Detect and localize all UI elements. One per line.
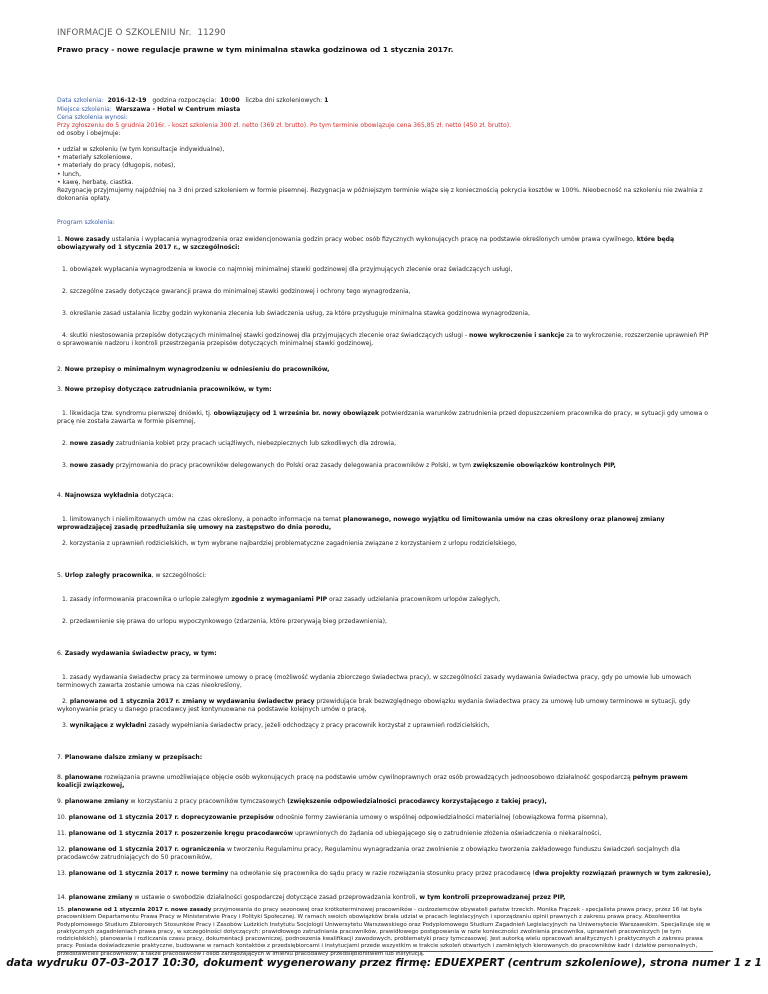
item-emphasis: które będą obowiązywały od 1 stycznia 2017 r., w szczególności: xyxy=(57,236,675,252)
item-emphasis: planowane od 1 stycznia 2017 r. ograniczenia xyxy=(68,846,226,853)
subitem-6-3 xyxy=(57,722,712,730)
item-text: , w szczególności: xyxy=(151,572,207,579)
item-number: 5. xyxy=(57,572,65,579)
item-emphasis: planowane od 1 stycznia 2017 r. doprecyzowanie przepisów xyxy=(68,814,274,821)
includes-item: • udział w szkoleniu (w tym konsultacje indywidualne), xyxy=(57,146,225,153)
item-emphasis: zgodnie z wymaganiami PIP xyxy=(231,596,328,603)
item-emphasis: planowane zmiany xyxy=(68,894,133,901)
training-title: Prawo pracy - nowe regulacje prawne w tym minimalna stawka godzinowa od 1 stycznia 2017r. xyxy=(57,45,454,54)
price-value: Przy zgłoszeniu do 5 grudnia 2016r. - koszt szkolenia 300 zł. netto (369 zł. brutto). Po tym terminie obowiązuje cena 365,85 zł. netto (450 zł. brutto). xyxy=(57,122,512,129)
includes-item: • kawę, herbatę, ciastka. xyxy=(57,178,134,186)
subitem-5-1 xyxy=(57,596,712,604)
subitem-3-1 xyxy=(57,410,712,426)
item-text: zasady wypełniania świadectw pracy, jeżeli odchodzący z pracy pracownik korzystał z uprawnień rodzicielskich, xyxy=(146,722,490,729)
subitem-6-2 xyxy=(57,698,712,714)
cancellation-policy: Rezygnację przyjmujemy najpóźniej na 3 dni przed szkoleniem w formie pisemnej. Rezygnacja w późniejszym terminie wiąże się z koniecznością pokrycia kosztów w 100%. Nieobecność na szkoleniu nie zwalnia z dokonania opłaty. xyxy=(57,187,703,203)
item-number: 8. xyxy=(57,774,65,781)
item-emphasis: nowe zasady xyxy=(69,462,114,469)
program-item-1 xyxy=(57,236,712,252)
item-text: za to wykroczenie, rozszerzenie uprawnień PIP o sprawowanie nadzoru i kontroli przestrzegania przepisów dotyczących minimalnej stawki godzinowej, xyxy=(57,332,709,348)
subitem-1-4 xyxy=(57,332,712,348)
program-item-14 xyxy=(57,894,712,902)
program-item-10 xyxy=(57,814,712,822)
item-emphasis: zwiększenie obowiązków kontrolnych PIP, xyxy=(473,462,616,469)
item-text: oraz zasady udzielania pracownikom urlopów zaległych, xyxy=(327,596,501,603)
subitem-5-2: 2. przedawnienie się prawa do urlopu wypoczynkowego (zdarzenia, które przerywają bieg przedawnienia), xyxy=(62,618,387,625)
item-emphasis: (zwiększenie odpowiedzialności pracodawcy korzystającego z takiej pracy), xyxy=(287,798,547,805)
item-text: dotycząca: xyxy=(138,492,174,499)
item-number: 2. xyxy=(62,698,70,705)
item-text: ustalania i wypłacania wynagrodzenia oraz ewidencjonowania godzin pracy wobec osób fizycznych wykonujących pracę na podstawie określonych umów prawa cywilnego, xyxy=(109,236,637,243)
includes-item: • lunch, xyxy=(57,170,82,178)
program-item-3 xyxy=(57,386,712,394)
date-label: Data szkolenia: xyxy=(57,97,104,104)
includes-item: • materiały do pracy (długopis, notes), xyxy=(57,162,176,170)
item-text: w ustawie o swobodzie działalności gospodarczej dotyczące zasad przeprowadzania kontroli, xyxy=(132,894,420,901)
includes-list xyxy=(57,146,712,204)
start-label: godzina rozpoczęcia: xyxy=(152,97,217,104)
item-emphasis: Nowe przepisy o minimalnym wynagrodzeniu w odniesieniu do pracowników, xyxy=(64,366,330,373)
program-item-12 xyxy=(57,846,712,862)
item-text: 4. skutki niestosowania przepisów dotyczących minimalnej stawki godzinowej dla przyjmujących zlecenie oraz świadczących usługi - xyxy=(62,332,469,339)
program-item-5 xyxy=(57,572,712,580)
print-footer: data wydruku 07-03-2017 10:30, dokument wygenerowany przez firmę: EDUEXPERT (centrum szkoleniowe), strona numer 1 z 1 xyxy=(6,957,762,969)
program-item-8 xyxy=(57,774,712,790)
item-emphasis: dwa projekty rozwiązań prawnych w tym zakresie), xyxy=(534,870,712,877)
item-emphasis: planowane od 1 stycznia 2017 r. nowe terminy xyxy=(68,870,229,877)
item-text: w tworzeniu Regulaminu pracy, Regulaminu wynagradzania oraz zwolnienie z obowiązku tworzenia zakładowego funduszu świadczeń socjalnych dla pracodawców zatrudniających do 50 pracowników, xyxy=(57,846,681,862)
program-label: Program szkolenia: xyxy=(57,219,115,226)
item-text: 1. zasady informowania pracownika o urlopie zaległym xyxy=(62,596,232,603)
subitem-6-1: 1. zasady wydawania świadectw pracy za terminowe umowy o pracę (możliwość wydania zbiorczego świadectwa pracy), w szczególności zasady wydawania świadectwa pracy, gdy po umowie lub umowach terminowych zawarta zostanie umowa na czas nieokreślony, xyxy=(57,674,692,690)
price-label: Cena szkolenia wynosi: xyxy=(57,114,128,121)
subitem-1-3: 3. określanie zasad ustalania liczby godzin wykonania zlecenia lub świadczenia usług, za które przysługuje minimalna stawka godzinowa wynagrodzenia, xyxy=(62,310,530,317)
place-value: Warszawa - Hotel w Centrum miasta xyxy=(115,106,241,113)
item-emphasis: Najnowsza wykładnia xyxy=(64,492,139,499)
program-item-9 xyxy=(57,798,712,806)
subitem-3-2 xyxy=(57,440,712,448)
item-text: odnośnie formy zawierania umowy o wspólnej odpowiedzialności materialnej (obowiązkowa forma pisemna), xyxy=(273,814,608,821)
item-number: 7. xyxy=(57,754,65,761)
header-label: INFORMACJE O SZKOLENIU Nr. xyxy=(57,28,192,38)
item-emphasis: nowe zasady xyxy=(69,440,114,447)
item-text: rozwiązania prawne umożliwiające objęcie osób wykonujących pracę na podstawie umów cywilnoprawnych oraz osób prowadzących jednoosobowo działalność gospodarczą xyxy=(102,774,633,781)
item-emphasis: Urlop zaległy pracownika xyxy=(64,572,152,579)
item-number: 3. xyxy=(57,386,65,393)
item-emphasis: obowiązujący od 1 września br. nowy obowiązek xyxy=(213,410,380,417)
program-item-11 xyxy=(57,830,712,838)
item-text: przyjmowania do pracy pracowników delegowanych do Polski oraz zasady delegowania pracowników z Polski, w tym xyxy=(113,462,474,469)
item-number: 2. xyxy=(62,440,70,447)
item-emphasis: wynikające z wykładni xyxy=(69,722,147,729)
item-number: 2. xyxy=(57,366,65,373)
item-number: 3. xyxy=(62,722,70,729)
item-emphasis: Planowane dalsze zmiany w przepisach: xyxy=(64,754,203,761)
footer-divider xyxy=(57,951,713,952)
item-text: uprawnionych do żądania od ubiegającego się o zatrudnienie złożenia oświadczenia o niekaralności, xyxy=(293,830,602,837)
item-emphasis: Nowe zasady xyxy=(64,236,110,243)
program-item-2 xyxy=(57,366,712,374)
item-number: 12. xyxy=(57,846,69,853)
item-number: 14. xyxy=(57,894,69,901)
item-emphasis: Nowe przepisy dotyczące zatrudniania pracowników, w tym: xyxy=(64,386,272,393)
item-emphasis: planowane xyxy=(64,774,103,781)
place-line xyxy=(57,106,712,114)
start-value: 10:00 xyxy=(220,97,240,104)
item-number: 15. xyxy=(57,907,68,913)
subitem-4-2: 2. korzystania z uprawnień rodzicielskich, w tym wybrane najbardziej problematyczne zagadnienia związane z korzystaniem z urlopu rodzicielskiego, xyxy=(62,540,517,547)
item-emphasis: planowanego, nowego wyjątku od limitowania umów na czas określony oraz planowej zmiany wprowadzającej zasadę przedłużania się umowy na zastępstwo do dnia porodu, xyxy=(57,516,665,532)
program-item-7 xyxy=(57,754,712,762)
item-emphasis: nowe wykroczenie i sankcje xyxy=(468,332,565,339)
item-text: na odwołanie się pracownika do sądu pracy w razie rozwiązania stosunku pracy przez pracodawcę ( xyxy=(228,870,535,877)
item-number: 6. xyxy=(57,650,65,657)
item-number: 10. xyxy=(57,814,69,821)
program-item-4 xyxy=(57,492,712,500)
item-number: 1. xyxy=(57,236,65,243)
subitem-1-2: 2. szczególne zasady dotyczące gwarancji prawa do minimalnej stawki godzinowej i ochrony tego wynagrodzenia, xyxy=(62,288,411,295)
item-emphasis: pełnym prawem koalicji związkowej, xyxy=(57,774,688,790)
item-number: 9. xyxy=(57,798,65,805)
item-emphasis: planowane od 1 stycznia 2017 r. nowe zasady xyxy=(67,907,212,913)
item-number: 4. xyxy=(57,492,65,499)
item-emphasis: w tym kontroli przeprowadzanej przez PIP, xyxy=(419,894,566,901)
subitem-1-1: 1. obowiązek wypłacania wynagrodzenia w kwocie co najmniej minimalnej stawki godzinowej dla przyjmujących zlecenie oraz świadczących usługi, xyxy=(62,266,513,273)
item-text: przewidujące brak bezwzględnego obowiązku wydania świadectwa pracy za umowę lub umowy terminowe w sytuacji, gdy wykonywanie pracy u danego pracodawcy jest kontynuowane na podstawie kolejnych umów o pracę, xyxy=(57,698,691,714)
subitem-4-1 xyxy=(57,516,712,532)
item-number: 11. xyxy=(57,830,69,837)
item-text: 1. likwidacja tzw. syndromu pierwszej dniówki, tj. xyxy=(62,410,214,417)
item-number: 13. xyxy=(57,870,69,877)
program-item-13 xyxy=(57,870,712,878)
item-text: przyjmowania do pracy sezonowej oraz krótkoterminowej pracowników - cudzoziemców obywateli państw trzecich. Monika Frączek - specjalista prawa pracy, przez 16 lat była pracownikiem Departamentu Prawa Pracy w Ministerstwie Pracy i Polityki Społecznej. W ramach swoich obowiązków brała udział w pracach legislacyjnych i sporządzaniu opinii prawnych z zakresu prawa pracy. Absolwentka Podyplomowego Studium Zbiorowych Stosunków Pracy i Zasobów Ludzkich Instytutu Socjologii Uniwersytetu Warszawskiego oraz Podyplomowego Studium Zagadnień Legislacyjnych na Uniwersytecie Warszawskim. Specjalizuje się w praktycznych zagadnieniach prawa pracy, w szczególności dotyczących: prawidłowego zatrudniania pracowników, prawidłowego postępowania w razie konieczności zwolnienia pracownika, uprawnień pracowniczych (w tym rodzicielskich), planowania i rozliczania czasu pracy, dokumentacji pracowniczej, podnoszenia kwalifikacji zawodowych, problematyki pracy tymczasowej. Jest autorką wielu opracowań analitycznych i praktycznych z zakresu prawa pracy. Posiada doświadczenie praktyczne, budowane w ramach kontaktów z przedsiębiorcami i instytucjami przede wszystkim w trakcie szkoleń otwartych i zamkniętych kierowanych do pracowników kadr i działów personalnych, przedstawicieli pracowników, a także pracodawców i osób zarządzających w imieniu pracodawcy przedsiębiorstwem lub instytucją. xyxy=(57,907,711,957)
document-header xyxy=(57,28,226,38)
item-number: 3. xyxy=(62,462,70,469)
program-item-6 xyxy=(57,650,712,658)
item-emphasis: planowane zmiany xyxy=(64,798,129,805)
item-text: potwierdzania warunków zatrudnienia przed dopuszczeniem pracownika do pracy, w sytuacji gdy umowa o pracę nie została zawarta w formie pisemnej, xyxy=(57,410,709,426)
includes-item: • materiały szkoleniowe, xyxy=(57,154,133,162)
days-label: liczba dni szkoleniowych: xyxy=(245,97,323,104)
item-text: w korzystaniu z pracy pracowników tymczasowych xyxy=(128,798,288,805)
item-text: 1. limitowanych i nielimitowanych umów na czas określony, a ponadto informacje na temat xyxy=(62,516,343,523)
date-line xyxy=(57,97,712,105)
subitem-3-3 xyxy=(57,462,712,470)
days-value: 1 xyxy=(324,97,329,104)
training-number: 11290 xyxy=(197,28,226,38)
item-text: zatrudniania kobiet przy pracach uciążliwych, niebezpiecznych lub szkodliwych dla zdrowia, xyxy=(113,440,397,447)
item-emphasis: Zasady wydawania świadectw pracy, w tym: xyxy=(64,650,217,657)
per-person-note: od osoby i obejmuje: xyxy=(57,130,121,137)
place-label: Miejsce szkolenia: xyxy=(57,106,112,113)
item-emphasis: planowane od 1 stycznia 2017 r. poszerzenie kręgu pracodawców xyxy=(68,830,294,837)
item-emphasis: planowane od 1 stycznia 2017 r. zmiany w wydawaniu świadectw pracy xyxy=(69,698,315,705)
date-value: 2016-12-19 xyxy=(107,97,147,104)
